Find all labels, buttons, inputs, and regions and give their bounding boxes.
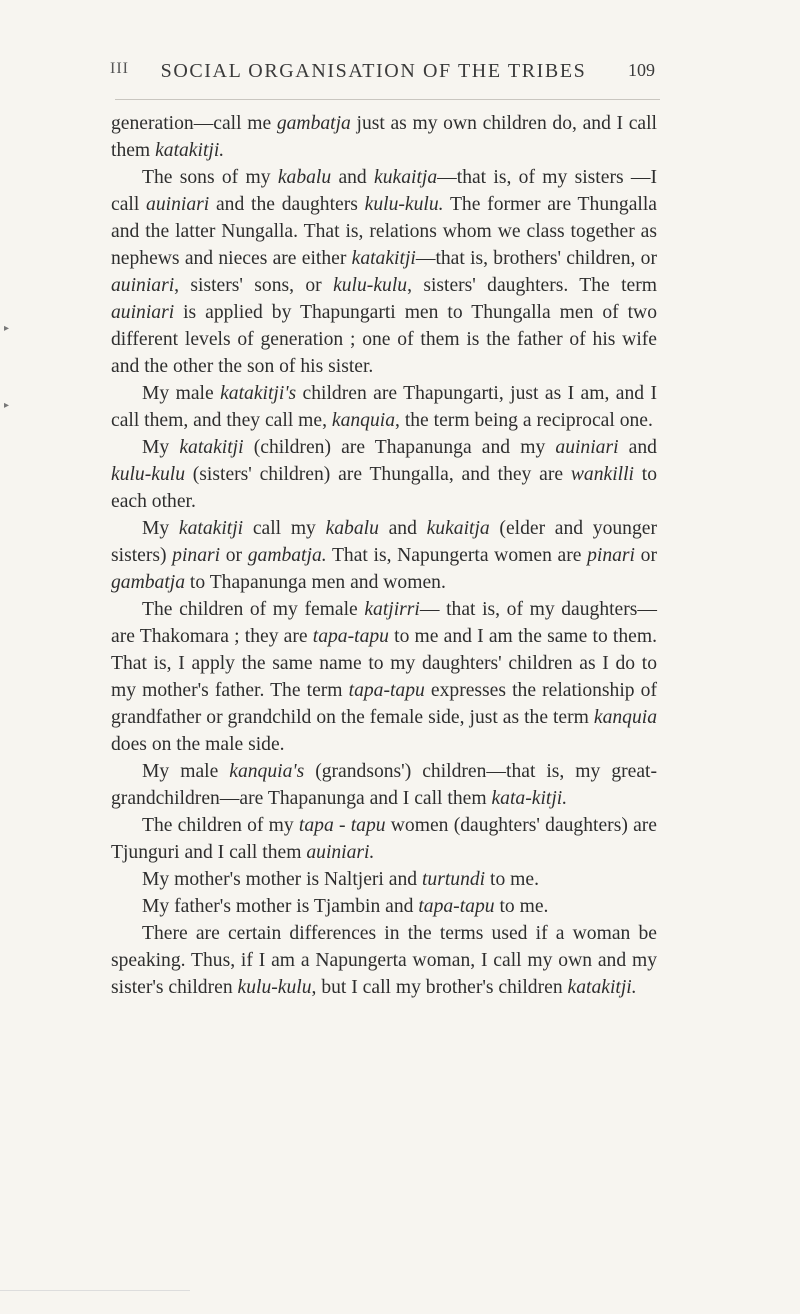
text-run: My father's mother is Tjambin and (142, 896, 419, 917)
text-run: —that is, of my sisters —I call (111, 167, 657, 215)
text-run: My mother's mother is Naltjeri and (142, 869, 422, 890)
text-run: to me. (494, 896, 549, 917)
text-run: There are certain differences in the terms used if a woman be speaking. Thus, if I am a Napungerta woman, I call my own and my sister's children (111, 923, 657, 998)
italic-term: kanquia (331, 410, 396, 431)
text-run: — that is, of my daughters—are Thakomara ; they are (111, 599, 657, 647)
italic-term: kata-kitji. (491, 788, 568, 809)
text-run: My male (142, 761, 230, 782)
text-run: , sisters' sons, or (174, 275, 334, 296)
italic-term: tapa-tapu (348, 680, 425, 701)
paragraph (111, 812, 657, 866)
italic-term: auiniari (555, 437, 619, 458)
text-run: , sisters' daughters. The term (407, 275, 657, 296)
running-head (110, 60, 655, 88)
text-run: to me and I am the same to them. That is, I apply the same name to my daughters' children as I do to my mother's father. The term (111, 626, 657, 701)
paragraph (111, 596, 657, 758)
paragraph (111, 110, 657, 164)
italic-term: gambatja (276, 113, 351, 134)
italic-term: katakitji (351, 248, 416, 269)
paragraph (111, 920, 657, 1001)
italic-term: auiniari (111, 275, 175, 296)
text-run: —that is, brothers' children, or (415, 248, 657, 269)
italic-term: katjirri (364, 599, 420, 620)
italic-term: gambatja (111, 572, 186, 593)
italic-term: kulu-kulu (237, 977, 312, 998)
text-run: to me. (485, 869, 539, 890)
italic-term: pinari (587, 545, 635, 566)
text-run: expresses the relationship of grandfather or grandchild on the female side, just as the term (111, 680, 657, 728)
text-run: The sons of my (142, 167, 278, 188)
text-run: My male (142, 383, 221, 404)
italic-term: auiniari (146, 194, 210, 215)
italic-term: kabalu (277, 167, 332, 188)
text-run: children are Thapungarti, just as I am, and I call them, and they call me, (111, 383, 658, 431)
text-run: to each other. (111, 464, 658, 512)
paragraph (111, 515, 657, 596)
italic-term: katakitji. (155, 140, 225, 161)
text-run: and (378, 518, 427, 539)
text-run: and (331, 167, 375, 188)
text-run: is applied by Thapungarti men to Thungalla men of two different levels of generation ; one of them is the father of his wife and the other the son of his sister. (111, 302, 657, 377)
text-run: just as my own children do, and I call them (111, 113, 657, 161)
italic-term: turtundi (421, 869, 486, 890)
italic-term: katakitji (178, 518, 244, 539)
italic-term: kulu-kulu (111, 464, 185, 485)
italic-term: pinari (172, 545, 221, 566)
italic-term: auiniari. (306, 842, 375, 863)
text-run: and the daughters (209, 194, 365, 215)
paragraph (111, 866, 657, 893)
margin-mark: ▸ (4, 323, 10, 334)
running-title: SOCIAL ORGANISATION OF THE TRIBES (160, 60, 587, 82)
italic-term: wankilli (570, 464, 634, 485)
text-run: My (142, 518, 179, 539)
italic-term: auiniari (111, 302, 175, 323)
text-run: (elder and younger sisters) (111, 518, 657, 566)
text-run: or (635, 545, 657, 566)
paragraph (111, 164, 657, 380)
body-text (111, 110, 657, 1001)
page-number: 109 (628, 60, 655, 80)
italic-term: tapa - tapu (298, 815, 386, 836)
text-run: generation—call me (111, 113, 277, 134)
text-run: (sisters' children) are Thungalla, and they are (185, 464, 571, 485)
italic-term: tapa-tapu (418, 896, 495, 917)
italic-term: katakitji's (220, 383, 297, 404)
text-run: and (618, 437, 657, 458)
header-rule (115, 99, 660, 100)
italic-term: kukaitja (374, 167, 438, 188)
italic-term: kanquia (593, 707, 657, 728)
italic-term: gambatja. (247, 545, 327, 566)
text-run: to Thapanunga men and women. (185, 572, 446, 593)
text-run: The children of my (142, 815, 299, 836)
italic-term: kanquia's (229, 761, 305, 782)
italic-term: kabalu (325, 518, 379, 539)
text-run: (grandsons') children—that is, my great-grandchildren—are Thapanunga and I call them (111, 761, 658, 809)
text-run: That is, Napungerta women are (326, 545, 588, 566)
italic-term: katakitji (179, 437, 244, 458)
chapter-numeral: III (110, 60, 129, 77)
text-run: or (220, 545, 248, 566)
text-run: women (daughters' daughters) are Tjunguri and I call them (111, 815, 657, 863)
text-run: , but I call my brother's children (311, 977, 568, 998)
text-run: call my (243, 518, 326, 539)
text-run: (children) are Thapanunga and my (243, 437, 556, 458)
italic-term: tapa-tapu (312, 626, 389, 647)
italic-term: kulu-kulu (333, 275, 408, 296)
paragraph (111, 758, 657, 812)
italic-term: kulu-kulu. (364, 194, 444, 215)
italic-term: katakitji. (567, 977, 637, 998)
text-run: My (142, 437, 180, 458)
text-run: does on the male side. (111, 734, 285, 755)
italic-term: kukaitja (426, 518, 490, 539)
paragraph (111, 893, 657, 920)
scan-edge (0, 1290, 190, 1291)
margin-mark: ▸ (4, 400, 10, 411)
paragraph (111, 380, 657, 434)
text-run: , the term being a reciprocal one. (395, 410, 653, 431)
text-run: The children of my female (142, 599, 365, 620)
paragraph (111, 434, 657, 515)
text-run: The former are Thungalla and the latter Nungalla. That is, relations whom we class together as nephews and nieces are either (111, 194, 657, 269)
